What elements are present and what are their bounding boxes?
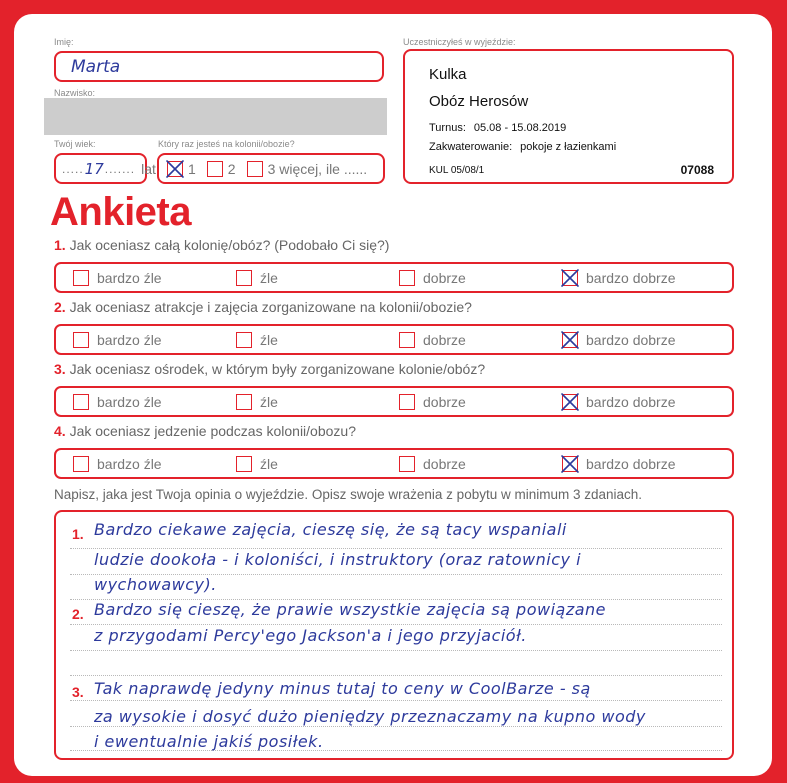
option-label: dobrze [423, 331, 466, 348]
option-bardzo-zle[interactable] [73, 270, 236, 286]
question-label [54, 361, 485, 378]
turnus-value: 05.08 - 15.08.2019 [473, 122, 567, 134]
checkbox[interactable] [236, 270, 252, 286]
answer-line: i ewentualnie jakiś posiłek. [94, 732, 324, 751]
answer-number: 3. [72, 684, 84, 700]
answer-line: ludzie dookoła - i koloniści, i instruktory (oraz ratownicy i [94, 550, 582, 569]
option-label: bardzo źle [97, 331, 162, 348]
option-label: dobrze [423, 269, 466, 286]
answer-line: z przygodami Percy'ego Jackson'a i jego przyjaciół. [94, 626, 527, 645]
question-number: 2. [54, 299, 66, 315]
answer-line: Bardzo ciekawe zajęcia, cieszę się, że są tacy wspaniali [94, 520, 567, 539]
answer-options [54, 324, 734, 355]
first-name-field[interactable] [54, 51, 384, 82]
check-mark-icon [560, 454, 580, 474]
option-bardzo-zle[interactable] [73, 394, 236, 410]
ruled-line [70, 675, 722, 676]
trip-info-box [403, 49, 734, 184]
visit-option-label: 2 [227, 160, 236, 177]
answer-line: Tak naprawdę jedyny minus tutaj to ceny w CoolBarze - są [94, 679, 591, 698]
trip-number: 07088 [680, 163, 714, 177]
checkbox[interactable] [399, 394, 415, 410]
visit-option-3[interactable] [247, 161, 368, 177]
checkbox[interactable] [236, 332, 252, 348]
answer-number: 2. [72, 606, 84, 622]
checkbox[interactable] [562, 270, 578, 286]
answer-options [54, 386, 734, 417]
question-number: 4. [54, 423, 66, 439]
opinion-prompt: Napisz, jaka jest Twoja opinia o wyjeździe. Opisz swoje wrażenia z pobytu w minimum 3 zdaniach. [54, 487, 643, 502]
option-label: bardzo dobrze [586, 269, 676, 286]
option-label: bardzo dobrze [586, 455, 676, 472]
option-zle[interactable] [236, 456, 399, 472]
option-label: bardzo źle [97, 455, 162, 472]
option-bardzo-dobrze[interactable] [562, 394, 725, 410]
visit-option-2[interactable] [207, 161, 236, 177]
ruled-line [70, 700, 722, 701]
checkbox[interactable] [247, 161, 263, 177]
ruled-line [70, 624, 722, 625]
option-dobrze[interactable] [399, 456, 562, 472]
question-label [54, 237, 389, 254]
question-4 [54, 423, 734, 479]
question-2 [54, 299, 734, 355]
answer-number: 1. [72, 526, 84, 542]
option-label: dobrze [423, 455, 466, 472]
visit-count-options [157, 153, 385, 184]
ruled-line [70, 650, 722, 651]
age-leader-before: ..... [62, 161, 84, 176]
first-name-label: Imię: [54, 37, 74, 47]
age-field[interactable] [54, 153, 156, 184]
question-number: 3. [54, 361, 66, 377]
turnus-row [429, 122, 566, 135]
option-dobrze[interactable] [399, 332, 562, 348]
checkbox[interactable] [399, 270, 415, 286]
answer-options [54, 448, 734, 479]
checkbox[interactable] [73, 332, 89, 348]
question-1 [54, 237, 734, 293]
check-mark-icon [560, 392, 580, 412]
option-label: bardzo źle [97, 393, 162, 410]
question-text: Jak oceniasz ośrodek, w którym były zorganizowane kolonie/obóz? [69, 361, 486, 377]
ruled-line [70, 548, 722, 549]
option-zle[interactable] [236, 332, 399, 348]
answer-line: Bardzo się cieszę, że prawie wszystkie zajęcia są powiązane [94, 600, 607, 619]
question-text: Jak oceniasz atrakcje i zajęcia zorganizowane na kolonii/obozie? [69, 299, 472, 315]
option-label: dobrze [423, 393, 466, 410]
option-zle[interactable] [236, 270, 399, 286]
age-unit: lat [141, 160, 156, 177]
visit-option-label: 1 [188, 160, 196, 177]
option-label: źle [260, 455, 278, 472]
trip-code: KUL 05/08/1 [429, 165, 485, 176]
option-dobrze[interactable] [399, 270, 562, 286]
visit-option-label: 3 więcej, ile ...... [267, 160, 368, 177]
option-bardzo-dobrze[interactable] [562, 270, 725, 286]
turnus-label: Turnus: [429, 122, 466, 134]
check-mark-icon [560, 330, 580, 350]
option-bardzo-zle[interactable] [73, 456, 236, 472]
trip-name: Kulka [429, 66, 467, 83]
checkbox[interactable] [236, 394, 252, 410]
redacted-last-name-field [44, 98, 387, 135]
option-bardzo-zle[interactable] [73, 332, 236, 348]
checkbox[interactable] [562, 456, 578, 472]
check-mark-icon [165, 159, 185, 179]
option-label: źle [260, 331, 278, 348]
answer-options [54, 262, 734, 293]
last-name-label: Nazwisko: [54, 88, 96, 98]
checkbox[interactable] [562, 332, 578, 348]
first-name-value: Marta [71, 57, 121, 77]
checkbox[interactable] [236, 456, 252, 472]
checkbox[interactable] [399, 332, 415, 348]
checkbox[interactable] [73, 270, 89, 286]
option-bardzo-dobrze[interactable] [562, 332, 725, 348]
option-bardzo-dobrze[interactable] [562, 456, 725, 472]
age-leader-after: ....... [104, 161, 136, 176]
page-title: Ankieta [50, 190, 191, 234]
visit-option-1[interactable] [167, 161, 196, 177]
checkbox[interactable] [207, 161, 223, 177]
question-label [54, 299, 472, 316]
option-label: bardzo dobrze [586, 331, 676, 348]
opinion-textarea[interactable] [54, 510, 734, 760]
question-number: 1. [54, 237, 66, 253]
check-mark-icon [560, 268, 580, 288]
question-text: Jak oceniasz jedzenie podczas kolonii/obozu? [69, 423, 356, 439]
answer-line: wychowawcy). [94, 575, 217, 594]
accommodation-label: Zakwaterowanie: [429, 141, 513, 153]
option-label: bardzo dobrze [586, 393, 676, 410]
checkbox[interactable] [73, 456, 89, 472]
answer-line: za wysokie i dosyć dużo pieniędzy przeznaczamy na kupno wody [94, 707, 646, 726]
option-label: bardzo źle [97, 269, 162, 286]
question-text: Jak oceniasz całą kolonię/obóz? (Podobało Ci się?) [69, 237, 390, 253]
option-label: źle [260, 269, 278, 286]
accommodation-value: pokoje z łazienkami [520, 141, 617, 153]
checkbox[interactable] [167, 161, 183, 177]
accommodation-row [429, 141, 616, 154]
option-dobrze[interactable] [399, 394, 562, 410]
visit-count-label: Który raz jesteś na kolonii/obozie? [158, 139, 295, 149]
option-label: źle [260, 393, 278, 410]
camp-name: Obóz Herosów [429, 93, 529, 110]
checkbox[interactable] [73, 394, 89, 410]
option-zle[interactable] [236, 394, 399, 410]
question-label [54, 423, 356, 440]
age-value: 17 [84, 159, 104, 178]
trip-label: Uczestniczyłeś w wyjeździe: [403, 37, 516, 47]
checkbox[interactable] [399, 456, 415, 472]
age-label: Twój wiek: [54, 139, 96, 149]
question-3 [54, 361, 734, 417]
checkbox[interactable] [562, 394, 578, 410]
